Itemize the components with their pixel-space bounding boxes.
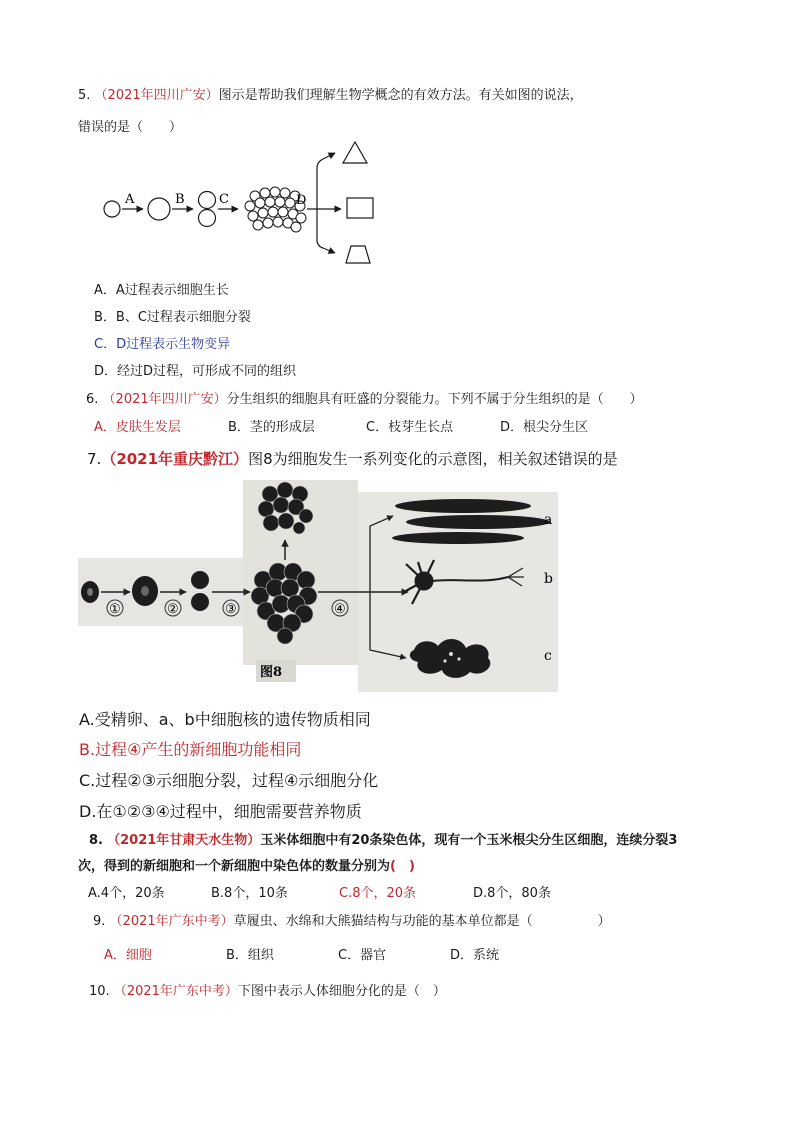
q7-option-b: B.过程④产生的新细胞功能相同 — [79, 740, 302, 759]
q9-option-b: B．组织 — [226, 948, 274, 963]
q5-trapezoid-tissue — [346, 246, 370, 263]
q7-stem-line — [87, 448, 618, 469]
q9-stem: 草履虫、水绵和大熊猫结构与功能的基本单位都是（ ） — [233, 914, 611, 929]
q5-cell-3a — [199, 192, 216, 209]
q5-cell-2 — [148, 198, 170, 220]
q9-source: （2021年广东中考） — [109, 914, 234, 929]
q5-square-tissue — [347, 198, 373, 218]
q7-label-b: b — [544, 571, 553, 587]
q6-option-c: C．枝芽生长点 — [366, 420, 454, 435]
q5-branch-line — [317, 153, 335, 209]
q7-step-4: ④ — [334, 602, 346, 617]
q5-cell-3b — [199, 210, 216, 227]
q7-divided-cell-bottom-icon — [191, 593, 209, 611]
q6-source: （2021年四川广安） — [102, 392, 227, 407]
q8-option-c: C.8个，20条 — [339, 886, 417, 901]
q6-number: 6. — [86, 392, 99, 407]
q5-branch-line-lower — [317, 209, 335, 253]
q7-source: （2021年重庆黔江） — [101, 450, 249, 468]
q9-option-a: A．细胞 — [104, 948, 152, 963]
q5-triangle-tissue — [343, 142, 367, 163]
q6-option-b: B．茎的形成层 — [228, 420, 315, 435]
q6-stem-line — [86, 388, 643, 407]
q7-step-2: ② — [167, 602, 179, 617]
q9-stem-line — [93, 910, 611, 929]
q10-stem-line — [89, 980, 446, 999]
q9-options — [104, 944, 499, 963]
q6-option-a: A．皮肤生发层 — [94, 420, 181, 435]
q7-label-a: a — [544, 512, 553, 528]
q7-step-3: ③ — [225, 602, 237, 617]
q6-option-d: D．根尖分生区 — [500, 420, 589, 435]
q5-source: （2021年四川广安） — [94, 88, 219, 103]
q5-label-b: B — [175, 192, 185, 207]
q8-option-b: B.8个，10条 — [211, 886, 288, 901]
q9-number: 9. — [93, 914, 106, 929]
q5-number: 5. — [78, 88, 91, 103]
q5-stem-line1 — [78, 84, 583, 103]
q7-figure-8 — [78, 480, 578, 692]
q8-stem-line1 — [89, 829, 677, 848]
q5-label-a: A — [125, 192, 135, 207]
q7-option-d: D.在①②③④过程中，细胞需要营养物质 — [79, 802, 362, 821]
q5-diagram — [95, 140, 395, 270]
q5-label-d: D — [296, 193, 307, 208]
q5-option-b: B．B、C过程表示细胞分裂 — [94, 310, 251, 325]
q8-stem-cont: 次，得到的新细胞和一个新细胞中染色体的数量分别为 — [78, 859, 391, 874]
q10-source: （2021年广东中考） — [113, 984, 238, 999]
q7-label-c: c — [544, 648, 552, 664]
q8-options — [88, 882, 551, 901]
q7-option-a: A.受精卵、a、b中细胞核的遗传物质相同 — [79, 710, 371, 729]
q7-step-1: ① — [109, 602, 121, 617]
q5-option-d: D．经过D过程，可形成不同的组织 — [94, 364, 297, 379]
q8-source: （2021年甘肃天水生物） — [107, 833, 261, 848]
q6-stem: 分生组织的细胞具有旺盛的分裂能力。下列不属于分生组织的是（ ） — [226, 392, 643, 407]
q6-options — [94, 416, 588, 435]
q5-stem-line2: 错误的是（ ） — [78, 120, 183, 135]
q8-stem-line2 — [78, 855, 415, 874]
q7-figure-caption: 图8 — [260, 665, 283, 680]
q10-number: 10. — [89, 984, 110, 999]
q5-option-c: C．D过程表示生物变异 — [94, 337, 231, 352]
q8-number: 8. — [89, 833, 103, 848]
q7-divided-cell-top-icon — [191, 571, 209, 589]
q9-option-c: C．器官 — [338, 948, 387, 963]
q8-answer-blank: ( ) — [390, 859, 415, 874]
q5-cell-1 — [104, 201, 120, 217]
q7-option-c: C.过程②③示细胞分裂，过程④示细胞分化 — [79, 771, 379, 790]
q7-number: 7. — [87, 450, 102, 468]
q8-option-a: A.4个，20条 — [88, 886, 165, 901]
q9-option-d: D．系统 — [450, 948, 500, 963]
q10-stem: 下图中表示人体细胞分化的是（ ） — [237, 984, 446, 999]
q5-option-a: A．A过程表示细胞生长 — [94, 283, 229, 298]
q7-stem: 图8为细胞发生一系列变化的示意图，相关叙述错误的是 — [248, 450, 618, 468]
q5-stem: 图示是帮助我们理解生物学概念的有效方法。有关如图的说法， — [218, 88, 583, 103]
q8-stem: 玉米体细胞中有20条染色体，现有一个玉米根尖分生区细胞，连续分裂3 — [260, 833, 678, 848]
q5-label-c: C — [219, 192, 229, 207]
q8-option-d: D.8个，80条 — [473, 886, 551, 901]
